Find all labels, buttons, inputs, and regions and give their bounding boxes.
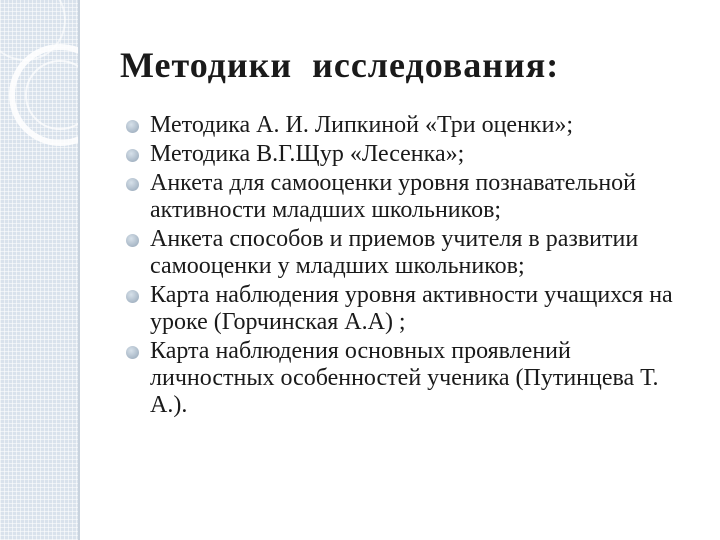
- list-item-text: Карта наблюдения уровня активности учащихся на уроке (Горчинская А.А) ;: [150, 282, 673, 335]
- slide-title: Методики исследования:: [120, 45, 560, 85]
- list-item: [126, 282, 686, 336]
- list-item-text: Анкета для самооценки уровня познавательной активности младших школьников;: [150, 170, 637, 223]
- methods-list: [126, 112, 686, 421]
- bullet-icon: [126, 149, 139, 162]
- bullet-icon: [126, 178, 139, 191]
- decorative-side-band: [0, 0, 78, 540]
- list-item-text: Методика В.Г.Щур «Лесенка»;: [150, 141, 465, 167]
- decorative-circles: [0, 0, 78, 540]
- list-item: [126, 226, 686, 280]
- list-item-text: Анкета способов и приемов учителя в развитии самооценки у младших школьников;: [150, 226, 639, 279]
- list-item: [126, 338, 686, 419]
- list-item-text: Методика А. И. Липкиной «Три оценки»;: [150, 112, 574, 138]
- side-band-edge: [78, 0, 80, 540]
- list-item: [126, 112, 686, 139]
- list-item: [126, 141, 686, 168]
- bullet-icon: [126, 120, 139, 133]
- bullet-icon: [126, 234, 139, 247]
- list-item: [126, 170, 686, 224]
- list-item-text: Карта наблюдения основных проявлений личностных особенностей ученика (Путинцева Т. А.).: [150, 338, 659, 418]
- bullet-icon: [126, 346, 139, 359]
- bullet-icon: [126, 290, 139, 303]
